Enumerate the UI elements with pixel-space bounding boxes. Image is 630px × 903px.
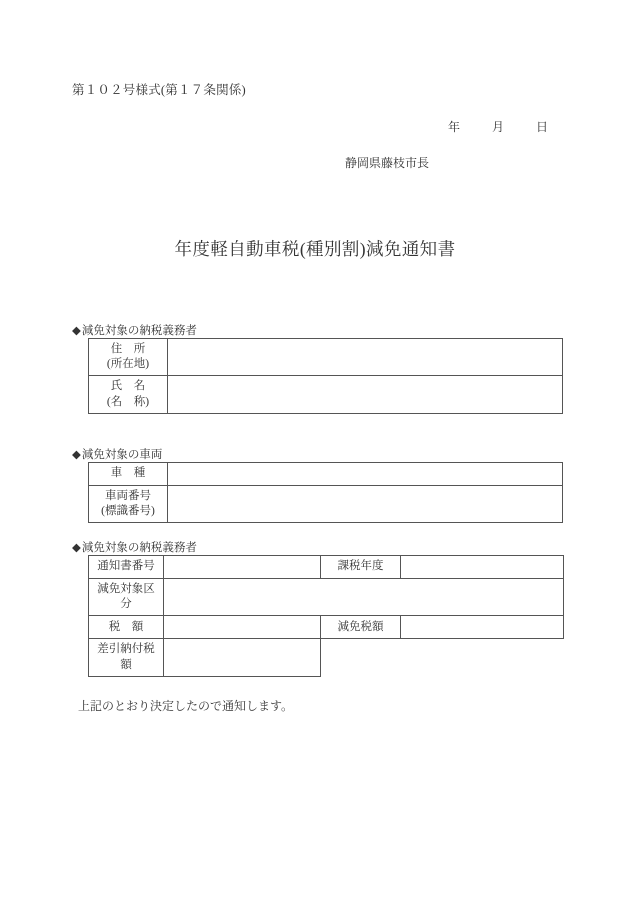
payer-address-value[interactable]	[168, 339, 563, 376]
table-row	[89, 616, 564, 639]
table-row	[89, 486, 563, 523]
payer-address-label	[89, 339, 168, 376]
tax-amount-label	[89, 616, 164, 639]
tax-amount-value[interactable]	[164, 616, 321, 639]
table-row	[89, 579, 564, 616]
document-title: 年度軽自動車税(種別割)減免通知書	[174, 239, 456, 259]
reduced-tax-label-line1: 減免税額	[337, 620, 384, 633]
vehicle-number-value[interactable]	[168, 486, 563, 523]
payer-name-label-line2: (名 称)	[106, 395, 150, 408]
payer-address-label-line1: 住 所	[110, 343, 146, 355]
net-payable-value[interactable]	[164, 639, 321, 676]
net-payable-label-line2: 額	[120, 658, 132, 671]
date-year-label: 年	[447, 120, 460, 134]
date-month-label: 月	[491, 120, 504, 134]
payer-table	[88, 338, 563, 414]
payer-address-label-line2: (所在地)	[106, 358, 150, 371]
net-payable-label-line1: 差引納付税	[97, 643, 155, 656]
bullet-diamond-icon: ◆	[72, 449, 81, 461]
date-line	[448, 118, 548, 135]
reduction-category-value[interactable]	[164, 579, 564, 616]
reduced-tax-label	[321, 616, 401, 639]
payer-name-label	[89, 376, 168, 413]
tax-amount-label-line1: 税 額	[108, 620, 144, 633]
vehicle-number-label-line1: 車両番号	[105, 490, 151, 502]
section-heading-payer-text: 減免対象の納税義務者	[81, 325, 197, 337]
vehicle-type-label-line1: 車 種	[110, 467, 146, 480]
tax-detail-table	[88, 555, 564, 677]
table-row	[89, 339, 563, 376]
section-heading-vehicle-text: 減免対象の車両	[81, 449, 163, 461]
section-heading-vehicle	[72, 446, 162, 462]
vehicle-number-label	[89, 486, 168, 523]
net-payable-label	[89, 639, 164, 676]
date-day-label: 日	[535, 120, 548, 134]
reduced-tax-value[interactable]	[401, 616, 564, 639]
table-row	[89, 376, 563, 413]
payer-name-value[interactable]	[168, 376, 563, 413]
tax-year-label-line1: 課税年度	[337, 560, 384, 573]
issuer-name: 静岡県藤枝市長	[345, 156, 430, 170]
vehicle-type-value[interactable]	[168, 463, 563, 486]
notice-number-label-line1: 通知書番号	[97, 560, 155, 573]
table-row	[89, 639, 564, 676]
tax-year-value[interactable]	[401, 556, 564, 579]
bullet-diamond-icon: ◆	[72, 542, 81, 554]
vehicle-number-label-line2: (標識番号)	[101, 505, 155, 518]
closing-statement: 上記のとおり決定したので通知します。	[78, 699, 294, 713]
reduction-category-label-line1: 減免対象区	[97, 583, 155, 595]
vehicle-type-label	[89, 463, 168, 486]
notice-number-value[interactable]	[164, 556, 321, 579]
notice-number-label	[89, 556, 164, 579]
section-heading-tax	[72, 539, 197, 555]
section-heading-tax-text: 減免対象の納税義務者	[81, 542, 197, 554]
table-row	[89, 556, 564, 579]
payer-name-label-line1: 氏 名	[110, 380, 146, 393]
reduction-category-label	[89, 579, 164, 616]
section-heading-payer	[72, 322, 197, 338]
reduction-category-label-line2: 分	[120, 598, 132, 611]
vehicle-table	[88, 462, 563, 523]
table-row	[89, 463, 563, 486]
net-payable-empty-area	[321, 639, 564, 676]
tax-year-label	[321, 556, 401, 579]
form-number: 第１０２号様式(第１７条関係)	[72, 83, 246, 97]
bullet-diamond-icon: ◆	[72, 325, 81, 337]
